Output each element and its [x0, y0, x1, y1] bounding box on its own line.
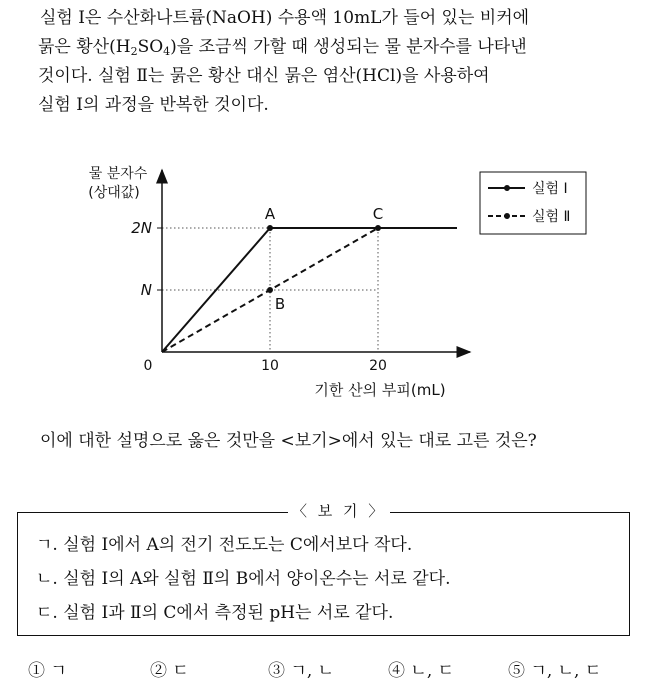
legend-marker-1 — [504, 185, 510, 191]
choice-1[interactable]: ① ㄱ — [28, 661, 67, 681]
bogi-title-text: 보 기 — [317, 502, 361, 520]
passage-line-2-pre: 묽은 황산(H — [38, 37, 131, 57]
y-tick-label-2: N — [140, 281, 152, 299]
origin-label: 0 — [143, 358, 153, 374]
passage-line-2-post: )을 조금씩 가할 때 생성되는 물 분자수를 나타낸 — [170, 37, 527, 57]
x-axis-label: 기한 산의 부피(mL) — [314, 381, 446, 399]
passage-line-4: 실험 Ⅰ의 과정을 반복한 것이다. — [38, 95, 269, 115]
choice-4[interactable]: ④ ㄴ, ㄷ — [388, 661, 455, 681]
point-b — [267, 287, 273, 293]
point-label-a: A — [264, 205, 276, 223]
choice-5[interactable]: ⑤ ㄱ, ㄴ, ㄷ — [508, 661, 602, 681]
passage-line-3: 것이다. 실험 Ⅱ는 묽은 황산 대신 묽은 염산(HCl)을 사용하여 — [38, 66, 490, 86]
points — [265, 205, 383, 313]
choice-2[interactable]: ② ㄷ — [150, 661, 189, 681]
subscript-4: 4 — [163, 45, 171, 58]
bogi-title: 〈 보 기 〉 — [288, 500, 390, 521]
statement-da: ㄷ. 실험 Ⅰ과 Ⅱ의 C에서 측정된 pH는 서로 같다. — [36, 603, 394, 623]
point-label-c: C — [372, 205, 384, 223]
subscript-2: 2 — [130, 45, 138, 58]
point-c — [375, 225, 381, 231]
choice-3[interactable]: ③ ㄱ, ㄴ — [268, 661, 335, 681]
y-tick-label-1: 2N — [131, 219, 152, 237]
legend-label-1: 실험 Ⅰ — [532, 181, 568, 197]
statement-na: ㄴ. 실험 Ⅰ의 A와 실험 Ⅱ의 B에서 양이온수는 서로 같다. — [36, 569, 451, 589]
point-a — [267, 225, 273, 231]
question: 이에 대한 설명으로 옳은 것만을 <보기>에서 있는 대로 고른 것은? — [40, 431, 537, 451]
y-axis-label-line-2: (상대값) — [88, 185, 140, 201]
passage-line-1: 실험 Ⅰ은 수산화나트륨(NaOH) 수용액 10mL가 들어 있는 비커에 — [40, 8, 530, 28]
y-axis-label-line-1: 물 분자수 — [88, 166, 148, 182]
x-tick-label-1: 10 — [261, 358, 279, 374]
legend — [480, 172, 586, 234]
legend-marker-2 — [504, 213, 510, 219]
legend-label-2: 실험 Ⅱ — [532, 209, 571, 225]
passage-line-2-mid: SO — [137, 37, 164, 57]
point-label-b: B — [274, 295, 286, 313]
x-tick-label-2: 20 — [369, 358, 387, 374]
statement-ga: ㄱ. 실험 Ⅰ에서 A의 전기 전도도는 C에서보다 작다. — [36, 535, 413, 555]
